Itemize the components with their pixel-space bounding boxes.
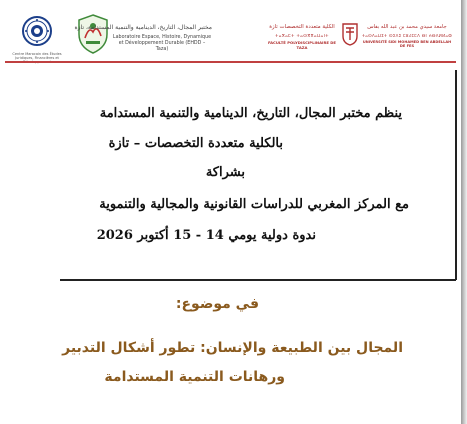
faculty-name-french: FACULTÉ POLYDISCIPLINAIRE DE TAZA [267, 40, 337, 50]
partner-center-line: مع المركز المغربي للدراسات القانونية والمجالية والتنموية [99, 197, 409, 212]
conference-title-line1: المجال بين الطبيعة والإنسان: تطور أشكال التدبير [62, 340, 403, 356]
faculty-line: بالكلية متعددة التخصصات – تازة [108, 136, 283, 151]
university-name-tifinagh: ⵜⴰⵙⴷⴰⵡⵉⵜ ⵙⵉⴷⵉ ⵎⵓⵃⵎⵎⴷ ⴱⵏ ⵄⴱⴷⵍⵍⴰⵀ [361, 33, 453, 38]
partnership-line: بشراكة [205, 165, 245, 180]
university-name-french: UNIVERSITÉ SIDI MOHAMED BEN ABDELLAH DE FES [362, 40, 452, 48]
page-edge-shadow [461, 0, 467, 424]
lab-logo-icon [77, 14, 109, 54]
conference-date-line: ندوة دولية يومي 14 - 15 أكتوبر 2026 [96, 228, 316, 243]
lab-name-arabic: مختبر المجال، التاريخ، الدينامية والتنمية المستدامة، تازة [74, 24, 212, 31]
letterhead [0, 0, 461, 70]
faculty-name-arabic: الكلية متعددة التخصصات تازة [269, 24, 335, 30]
university-logo-icon [341, 22, 359, 46]
frame-right-border [455, 70, 457, 280]
topic-label: في موضوع: [175, 296, 259, 312]
lab-name-french: Laboratoire Espace, Histoire, Dynamique et Développement Durable (EHDD – Taza) [112, 35, 212, 52]
center-logo-icon [22, 16, 52, 46]
organizer-line: ينظم مختبر المجال، التاريخ، الدينامية والتنمية المستدامة [99, 106, 402, 121]
header-divider [5, 61, 456, 63]
conference-title-line2: ورهانات التنمية المستدامة [104, 369, 285, 385]
frame-bottom-border [60, 279, 456, 281]
center-logo-caption: Centre Marocain des Études Juridiques, Financières et [12, 52, 62, 60]
university-name-arabic: جامعة سيدي محمد بن عبد الله بفاس [367, 24, 447, 30]
faculty-name-tifinagh: ⵜⴰⴳⴰⵎⵜ ⵜⴰⵙⴳⴳⴰⵡⴰⵏⵜ [275, 33, 329, 38]
